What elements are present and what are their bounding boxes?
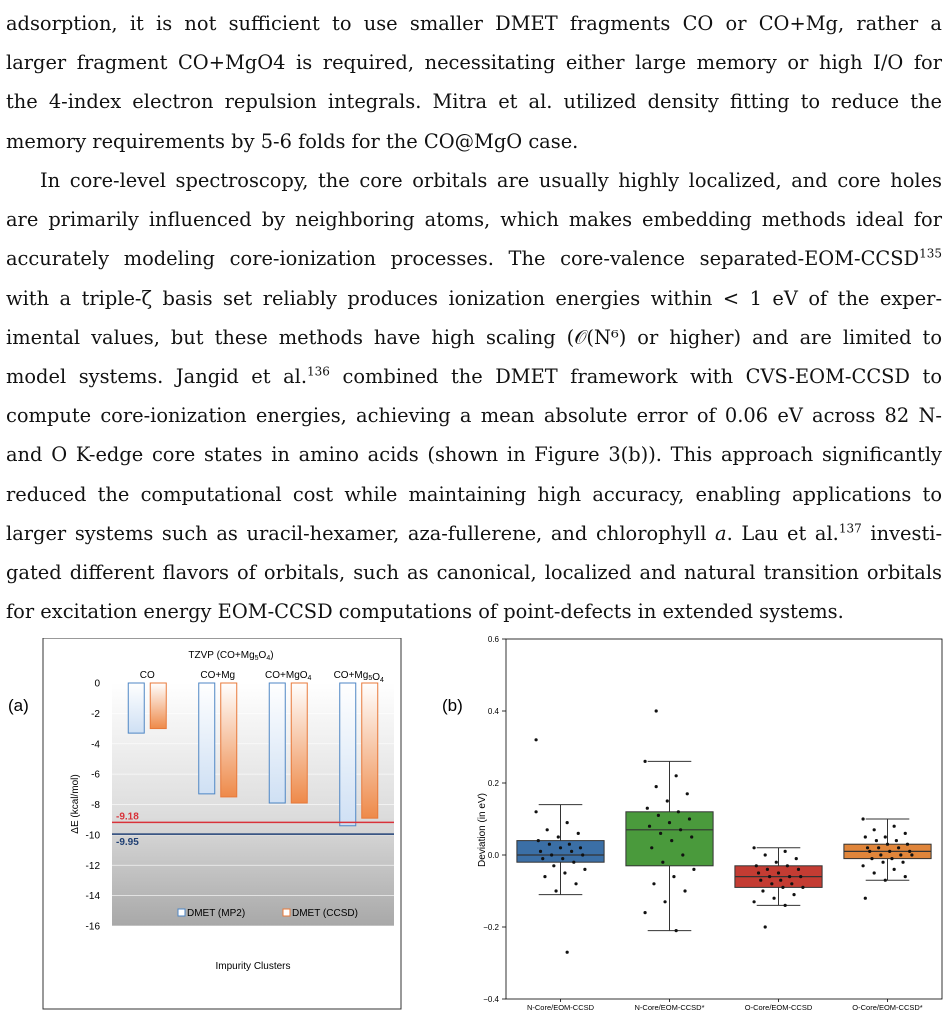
figure-a-ytick-label: -12: [85, 860, 100, 872]
figure-a-legend-label: DMET (MP2): [187, 908, 246, 919]
figure-b-data-point: [534, 810, 537, 813]
figure-b-data-point: [554, 889, 557, 892]
figure-b-data-point: [559, 846, 562, 849]
figure-b-ytick-label: −0.2: [483, 923, 499, 932]
figure-b-data-point: [866, 846, 869, 849]
figure-b-data-point: [908, 850, 911, 853]
figure-b-data-point: [906, 843, 909, 846]
figure-a-panel-label: (a): [8, 696, 29, 715]
figure-b-data-point: [548, 843, 551, 846]
figure-b-box: [626, 812, 713, 866]
p2-line-1: In core-level spectroscopy, the core orbitals are usually highly localized, and core holes: [40, 169, 942, 192]
figure-b-data-point: [677, 810, 680, 813]
paragraph-1: [6, 4, 942, 161]
figure-a-category-label: CO: [139, 670, 155, 681]
figure-b-data-point: [561, 857, 564, 860]
figure-b-data-point: [904, 832, 907, 835]
figure-b-data-point: [893, 825, 896, 828]
figure-b-data-point: [888, 850, 891, 853]
figure-b-data-point: [566, 951, 569, 954]
figure-b-data-point: [897, 846, 900, 849]
figure-b-data-point: [884, 835, 887, 838]
figure-b-data-point: [770, 882, 773, 885]
figure-a-legend-label: DMET (CCSD): [292, 908, 358, 919]
p2-line-2: are primarily influenced by neighboring atoms, which makes embedding methods ideal for: [6, 208, 942, 232]
figure-b-data-point: [577, 832, 580, 835]
figure-b-data-point: [534, 738, 537, 741]
figure-b-data-point: [864, 835, 867, 838]
figure-b-data-point: [757, 871, 760, 874]
figure-b-data-point: [864, 897, 867, 900]
figure-b-data-point: [652, 882, 655, 885]
figure-b-data-point: [648, 825, 651, 828]
figure-b-data-point: [875, 839, 878, 842]
p2-line-4: with a triple-ζ basis set reliably produces ionization energies within < 1 eV of the exper-: [6, 286, 942, 310]
figure-a-ytick-label: -8: [91, 800, 100, 811]
figure-b-plot-area: [483, 635, 942, 1012]
figure-b-data-point: [873, 828, 876, 831]
figure-a-ytick-label: -6: [91, 769, 100, 781]
figure-b-data-point: [692, 868, 695, 871]
figure-b-data-point: [670, 839, 673, 842]
figure-b-data-point: [890, 857, 893, 860]
figure-b-ytick-label: 0.4: [487, 707, 499, 716]
figure-b-xtick-label: O-Core/EOM-CCSD*: [852, 1003, 923, 1012]
figure-a-bar-mp2: [269, 683, 285, 803]
figure-b-data-point: [786, 864, 789, 867]
p2-line-6-text-a: model systems. Jangid et al.: [6, 364, 308, 388]
p1-line-3: the 4-index electron repulsion integrals. Mitra et al. utilized density fitting to reduce the: [6, 90, 942, 114]
figure-a-plot-area: [86, 670, 394, 933]
p2-line-10-text-a: larger systems such as uracil-hexamer, aza-fullerene, and chlorophyll: [6, 521, 716, 545]
p2-line-11: gated different flavors of orbitals, such as canonical, localized and natural transition orbitals: [6, 560, 942, 584]
figure-b-data-point: [668, 821, 671, 824]
figure-b-ylabel: Deviation (in eV): [477, 793, 488, 867]
figure-b-ytick-label: 0.0: [487, 851, 499, 860]
figure-b-data-point: [755, 864, 758, 867]
figure-b-data-point: [775, 861, 778, 864]
p2-line-9: reduced the computational cost while maintaining high accuracy, enabling applications to: [6, 482, 942, 506]
figure-b-data-point: [792, 893, 795, 896]
figure-b-data-point: [779, 879, 782, 882]
figure-b-xtick-label: O-Core/EOM-CCSD: [744, 1003, 813, 1012]
p2-line-5: imental values, but these methods have high scaling (𝒪(N⁶) or higher) and are limited to: [6, 325, 942, 349]
figure-a-legend-swatch: [283, 909, 290, 916]
figure-b-data-point: [881, 861, 884, 864]
figure-b-data-point: [801, 886, 804, 889]
figure-b-data-point: [666, 799, 669, 802]
figure-b-data-point: [752, 846, 755, 849]
figure-b-data-point: [683, 889, 686, 892]
p2-line-10-text-c: investi-: [861, 521, 942, 545]
figure-a-ytick-label: -4: [91, 739, 100, 751]
figure-a-bar-mp2: [199, 683, 215, 794]
figure-a-bar-mp2: [128, 683, 144, 733]
figure-b-data-point: [752, 900, 755, 903]
figure-b-data-point: [877, 846, 880, 849]
figure-b-data-point: [672, 875, 675, 878]
figure-b-data-point: [663, 900, 666, 903]
figure-b-data-point: [868, 850, 871, 853]
citation-137: 137: [838, 521, 862, 536]
figure-b-data-point: [546, 828, 549, 831]
figure-b-data-point: [768, 875, 771, 878]
figure-b-data-point: [570, 850, 573, 853]
figure-a-xlabel: Impurity Clusters: [215, 961, 291, 972]
figure-b-xtick-label: N-Core/EOM-CCSD: [526, 1003, 595, 1012]
figure-b-data-point: [657, 814, 660, 817]
figure-b-data-point: [539, 850, 542, 853]
figure-b-data-point: [873, 871, 876, 874]
figure-b-data-point: [788, 875, 791, 878]
figure-a-category-label: $CO+Mg_5O_4$: [333, 670, 384, 684]
figure-a-bar-ccsd: [150, 683, 166, 729]
figure-b-data-point: [552, 864, 555, 867]
figure-b-data-point: [661, 861, 664, 864]
figure-b-data-point: [675, 929, 678, 932]
p2-line-6: [6, 357, 942, 396]
figure-b-data-point: [566, 821, 569, 824]
p2-line-10-text-b: . Lau et al.: [726, 521, 839, 545]
figure-b-data-point: [557, 835, 560, 838]
figure-b-data-point: [643, 760, 646, 763]
figure-b-data-point: [764, 925, 767, 928]
figure-b-data-point: [901, 861, 904, 864]
figure-b-data-point: [766, 868, 769, 871]
figure-a-legend-swatch: [178, 909, 185, 916]
figure-a-bar-ccsd: [362, 683, 378, 818]
figure-b-data-point: [879, 853, 882, 856]
figure-b-data-point: [688, 817, 691, 820]
figure-b-data-point: [870, 857, 873, 860]
figure-b-data-point: [579, 846, 582, 849]
p1-line-4: memory requirements by 5-6 folds for the CO@MgO case.: [6, 129, 579, 153]
figure-b-data-point: [675, 774, 678, 777]
figure-b-data-point: [655, 785, 658, 788]
figure-b-data-point: [781, 886, 784, 889]
figure-a-bar-ccsd: [221, 683, 237, 797]
figure-b-data-point: [904, 875, 907, 878]
figure-a-ylabel: ΔE (kcal/mol): [70, 774, 81, 834]
figure-b-data-point: [799, 875, 802, 878]
figure-b-data-point: [679, 828, 682, 831]
figure-b-xtick-label: N-Core/EOM-CCSD*: [634, 1003, 705, 1012]
figure-b-data-point: [861, 864, 864, 867]
figure-b-data-point: [581, 853, 584, 856]
figure-b-data-point: [550, 853, 553, 856]
figure-b-data-point: [583, 868, 586, 871]
figure-b-data-point: [563, 871, 566, 874]
paragraph-2: [6, 161, 942, 631]
figure-b-data-point: [893, 868, 896, 871]
chlorophyll-a-italic: a: [715, 521, 727, 545]
figure-b-data-point: [659, 832, 662, 835]
figure-b-data-point: [568, 843, 571, 846]
figure-b-data-point: [895, 839, 898, 842]
figure-a-bar-ccsd: [291, 683, 307, 803]
figure-b-data-point: [861, 817, 864, 820]
figure-a-bar-mp2: [340, 683, 356, 826]
p1-line-1: adsorption, it is not sufficient to use smaller DMET fragments CO or CO+Mg, rather a: [6, 12, 942, 35]
figure-a-category-label: CO+Mg: [200, 670, 236, 681]
figure-a-reference-label: -9.18: [116, 811, 139, 823]
figure-b-chart: [440, 630, 948, 1019]
figure-b-data-point: [784, 904, 787, 907]
figure-a-chart: [0, 638, 420, 1018]
figure-b-data-point: [886, 843, 889, 846]
p2-line-10: [6, 514, 942, 553]
p2-line-8: and O K-edge core states in amino acids (shown in Figure 3(b)). This approach significantly: [6, 443, 942, 467]
figure-b-data-point: [772, 897, 775, 900]
figure-b-data-point: [572, 861, 575, 864]
figure-b-data-point: [537, 839, 540, 842]
figure-b-ytick-label: 0.6: [487, 635, 499, 644]
figure-b-box: [517, 841, 604, 863]
figure-b-data-point: [643, 911, 646, 914]
figure-b-data-point: [899, 853, 902, 856]
figure-a-reference-label: -9.95: [116, 837, 139, 849]
p2-line-3: [6, 239, 942, 278]
figure-b-ytick-label: 0.2: [487, 779, 499, 788]
figure-b-data-point: [761, 889, 764, 892]
figure-b-data-point: [777, 871, 780, 874]
citation-135: 135: [919, 246, 942, 261]
figure-b-data-point: [690, 835, 693, 838]
figure-a-ytick-label: -10: [85, 830, 100, 842]
figure-b-data-point: [764, 853, 767, 856]
p1-line-2: larger fragment CO+MgO4 is required, necessitating either large memory or high I/O for: [6, 51, 942, 75]
figure-a-title: TZVP $(CO+Mg_5O_4)$: [188, 650, 274, 662]
figure-b-panel-label: (b): [442, 696, 463, 715]
figure-b-data-point: [797, 868, 800, 871]
figure-b-data-point: [646, 807, 649, 810]
figure-b-data-point: [650, 846, 653, 849]
figure-b-data-point: [541, 857, 544, 860]
p2-line-12: for excitation energy EOM-CCSD computations of point-defects in extended systems.: [6, 600, 844, 624]
figure-a-ytick-label: -14: [85, 891, 100, 903]
figure-b-ytick-label: −0.4: [483, 995, 499, 1004]
figure-b-data-point: [784, 850, 787, 853]
figure-b-data-point: [686, 792, 689, 795]
citation-136: 136: [307, 364, 330, 379]
figure-a-ytick-label: -2: [91, 708, 100, 720]
figure-a-ytick-label: 0: [94, 678, 100, 690]
figure-b-data-point: [910, 853, 913, 856]
figure-b-data-point: [884, 879, 887, 882]
figure-b-data-point: [759, 879, 762, 882]
figure-a-ytick-label: -16: [85, 921, 100, 933]
figure-b-data-point: [790, 882, 793, 885]
figure-b-data-point: [543, 875, 546, 878]
figure-b-data-point: [574, 882, 577, 885]
figure-b-data-point: [681, 853, 684, 856]
p2-line-6-text-b: combined the DMET framework with CVS-EOM-CCSD to: [329, 364, 942, 388]
p2-line-3-text: accurately modeling core-ionization processes. The core-valence separated-EOM-CCSD: [6, 247, 920, 271]
figure-a-category-label: CO+MgO$_4$: [265, 670, 312, 682]
figure-b-data-point: [795, 857, 798, 860]
figure-b-data-point: [655, 709, 658, 712]
p2-line-7: compute core-ionization energies, achieving a mean absolute error of 0.06 eV across 82 N-: [6, 404, 942, 428]
